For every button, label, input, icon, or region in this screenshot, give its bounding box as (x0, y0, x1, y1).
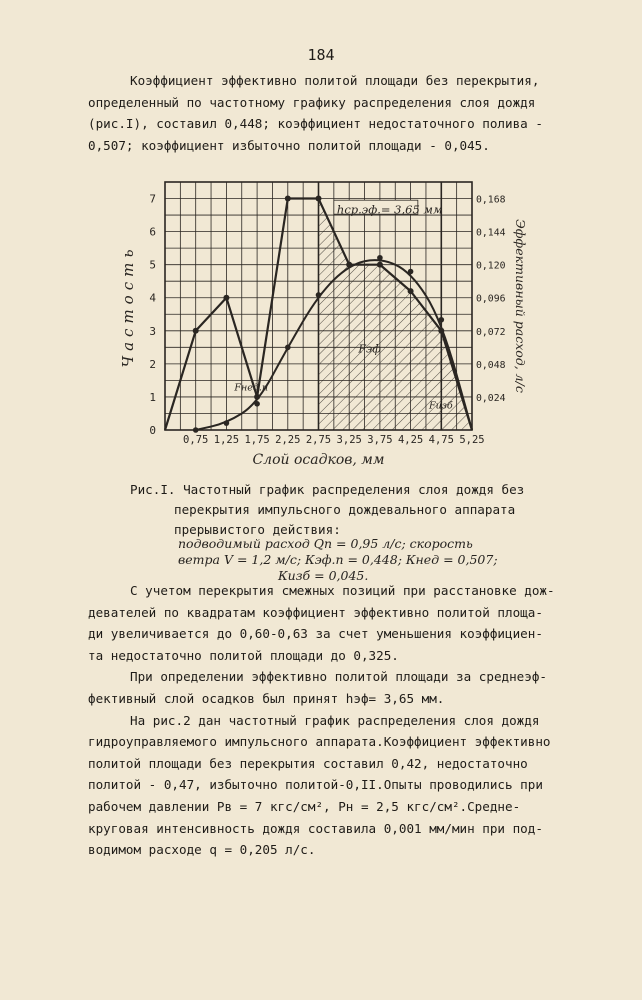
y-right-tick-label: 0,168 (476, 194, 506, 206)
x-tick-label: 1,75 (244, 434, 270, 446)
y-right-tick-label: 0,096 (476, 293, 506, 305)
page-number: 184 (307, 46, 335, 64)
data-point-frequency (408, 288, 414, 294)
chart-annotation: Fизб (429, 400, 453, 412)
frequency-chart (0, 0, 642, 480)
data-point-discharge (254, 401, 260, 407)
body-line: круговая интенсивность дождя составила 0,001 мм/мин при под- (88, 820, 543, 836)
x-tick-label: 4,75 (428, 434, 454, 446)
data-point-discharge (346, 262, 352, 268)
x-tick-label: 1,25 (213, 434, 240, 446)
y-right-tick-label: 0,144 (476, 227, 506, 239)
x-tick-label: 2,25 (275, 434, 301, 446)
handwritten-note: Кизб = 0,045. (278, 568, 369, 583)
y-left-tick-label: 3 (149, 324, 156, 338)
x-tick-label: 3,75 (367, 434, 393, 446)
y-left-tick-label: 1 (149, 390, 156, 404)
y-left-tick-label: 2 (149, 357, 156, 371)
chart-annotation: hср.эф.= 3,65 мм (336, 202, 443, 217)
body-line: политой - 0,47, избыточно политой-0,II.Опыты проводились при (88, 777, 543, 793)
data-point-discharge (224, 420, 230, 426)
intro-line: Коэффициент эффективно политой площади без перекрытия, (130, 73, 540, 88)
y-left-tick-label: 7 (149, 192, 156, 206)
x-tick-label: 5,25 (459, 434, 485, 446)
y-left-tick-label: 4 (149, 291, 156, 305)
figure-caption (130, 480, 590, 540)
y-right-tick-label: 0,048 (476, 359, 506, 371)
x-tick-label: 4,25 (397, 434, 424, 446)
body-line: фективный слой осадков был принят hэф= 3,65 мм. (88, 690, 445, 706)
body-line: При определении эффективно политой площади за среднеэф- (130, 669, 548, 685)
data-point-discharge (193, 427, 199, 433)
caption-line: Рис.I. Частотный график распределения слоя дождя без (130, 482, 525, 497)
y-right-tick-label: 0,024 (476, 392, 506, 404)
data-point-frequency (285, 196, 291, 202)
x-tick-label: 2,75 (305, 434, 332, 446)
body-line: С учетом перекрытия смежных позиций при расстановке дож- (130, 583, 555, 598)
data-point-discharge (285, 345, 291, 351)
y-left-tick-label: 6 (149, 225, 156, 239)
handwritten-note: ветра V = 1,2 м/с; Кэф.п = 0,448; Кнед = 0,507; (178, 552, 498, 567)
y-axis-label-left: Частость (119, 244, 137, 368)
data-point-discharge (408, 269, 414, 275)
intro-line: (рис.I), составил 0,448; коэффициент недостаточного полива - (88, 116, 543, 132)
body-line: та недостаточно политой площади до 0,325. (88, 647, 399, 663)
body-line: ди увеличивается до 0,60-0,63 за счет уменьшения коэффициен- (88, 626, 543, 642)
data-point-frequency (223, 295, 229, 301)
handwritten-note: подводимый расход Qп = 0,95 л/с; скорость (178, 536, 473, 551)
body-line: политой площади без перекрытия составил 0,42, недостаточно (88, 755, 528, 771)
data-point-frequency (377, 262, 383, 268)
data-point-discharge (439, 317, 445, 323)
intro-line: 0,507; коэффициент избыточно политой площади - 0,045. (88, 137, 490, 153)
y-right-tick-label: 0,072 (476, 326, 506, 338)
body-line: гидроуправляемого импульсного аппарата.Коэффициент эффективно (88, 734, 551, 750)
intro-line: определенный по частотному графику распределения слоя дождя (88, 94, 536, 110)
data-point-discharge (316, 292, 322, 298)
x-tick-label: 0,75 (183, 434, 209, 446)
chart-annotation: Fэф (358, 342, 381, 356)
body-paragraph (88, 580, 588, 861)
x-axis-label: Слой осадков, мм (252, 452, 385, 468)
body-line: рабочем давлении Pв = 7 кгс/см², Pн = 2,5 кгс/см².Средне- (88, 798, 521, 814)
chart-annotation: Fнед.п (234, 382, 269, 394)
data-point-frequency (316, 196, 322, 202)
y-axis-label-right: Эффективный расход, л/с (513, 219, 528, 393)
y-right-tick-label: 0,120 (476, 260, 506, 272)
body-line: водимом расходе q = 0,205 л/с. (88, 842, 316, 858)
body-line: На рис.2 дан частотный график распределения слоя дождя (130, 712, 540, 728)
caption-line: прерывистого действия: (174, 522, 341, 537)
y-left-tick-label: 5 (149, 258, 156, 272)
data-point-frequency (193, 328, 199, 334)
body-line: девателей по квадратам коэффициент эффективно политой площа- (88, 604, 543, 620)
data-point-discharge (377, 255, 383, 261)
x-tick-label: 3,25 (336, 434, 362, 446)
caption-line: перекрытия импульсного дождевального аппарата (174, 502, 516, 517)
y-left-tick-label: 0 (149, 424, 156, 437)
